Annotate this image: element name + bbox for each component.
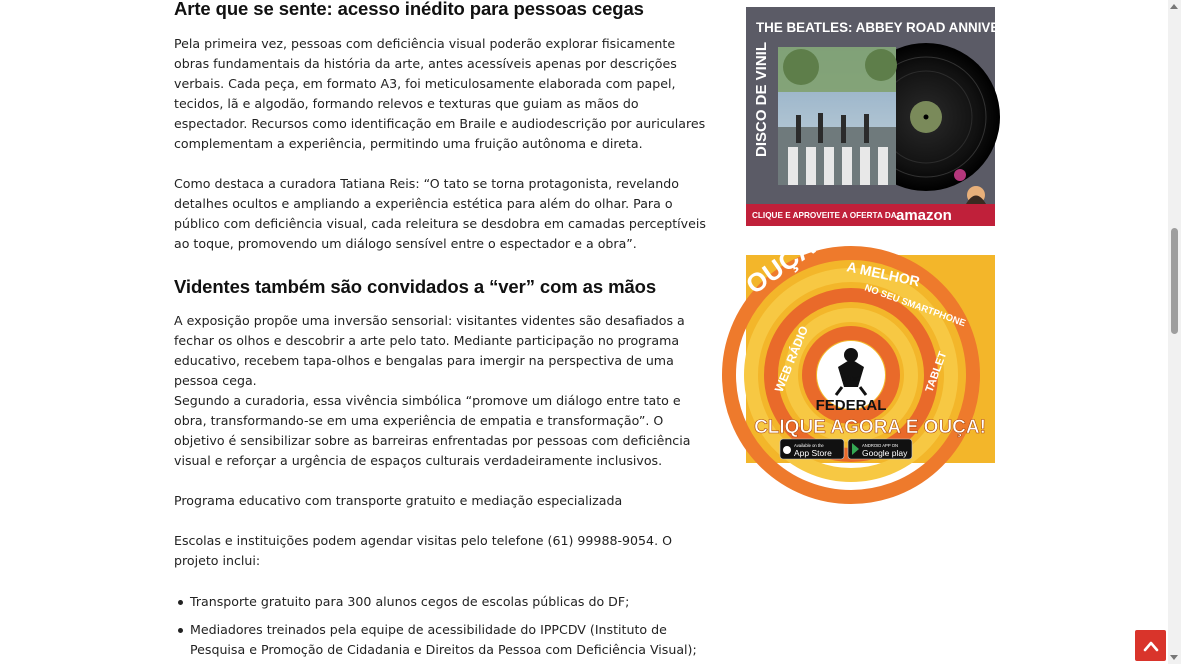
- paragraph: Escolas e instituições podem agendar visitas pelo telefone (61) 99988-9054. O projeto inclui:: [174, 533, 672, 568]
- google-play-label: Google play: [862, 448, 908, 458]
- ad-title: THE BEATLES: ABBEY ROAD ANNIVERSARY: [756, 20, 1046, 35]
- ad-headline-2: A MELHOR: [845, 258, 922, 290]
- radio-ad-artwork: [740, 231, 995, 463]
- section-heading: Videntes também são convidados a “ver” com as mãos: [174, 276, 657, 297]
- paragraph: Segundo a curadoria, essa vivência simbólica “promove um diálogo entre tato e obra, transformando-se em uma experiência de empatia e transformação”. O objetivo é sensibilizar sobre as barreiras enfrentadas por pessoas com deficiência visual e reforçar a urgência de espaços culturais verdadeiramente inclusivos.: [174, 393, 691, 468]
- bullet-list: [174, 592, 706, 668]
- back-to-top-button[interactable]: [1135, 630, 1166, 661]
- google-play-small: ANDROID APP ON: [862, 443, 898, 448]
- app-store-label: App Store: [794, 448, 832, 458]
- beatles-ad-artwork: [746, 7, 1046, 226]
- station-name: FEDERAL: [815, 397, 887, 414]
- page-scrollbar[interactable]: [1168, 0, 1181, 664]
- paragraph: Como destaca a curadora Tatiana Reis: “O tato se torna protagonista, revelando detalhes ocultos e ampliando a experiência estética para além do olhar. Para o público com deficiência visual, cada releitura se desdobra em camadas perceptíveis ao toque, promovendo um diálogo sensível entre o espectador e a obra”.: [174, 176, 706, 251]
- ad-left-text: WEB RÁDIO: [771, 323, 812, 395]
- beatles-vinyl-ad[interactable]: [746, 7, 1046, 226]
- scrollbar-thumb[interactable]: [1171, 228, 1178, 334]
- station-small-label: RÁDIO: [841, 377, 861, 383]
- bullet-icon: [178, 600, 183, 605]
- bullet-icon: [178, 628, 183, 633]
- ad-right-text: TABLET: [923, 349, 950, 395]
- app-store-small: Available on the: [794, 443, 824, 448]
- ad-arc-text: NO SEU SMARTPHONE: [862, 282, 967, 330]
- list-item: Transporte gratuito para 300 alunos cegos de escolas públicas do DF;: [174, 592, 706, 612]
- ad-headline: OUÇA: [740, 231, 821, 300]
- list-item: Mediadores treinados pela equipe de acessibilidade do IPPCDV (Instituto de Pesquisa e Promoção de Cidadania e Direitos da Pessoa com Deficiência Visual);: [174, 620, 706, 660]
- amazon-logo: amazon: [896, 207, 952, 224]
- scroll-up-arrow-icon[interactable]: [1170, 4, 1178, 9]
- apple-icon: [783, 446, 791, 454]
- paragraph: A exposição propõe uma inversão sensorial: visitantes videntes são desafiados a fechar os olhos e descobrir a arte pelo tato. Mediante participação no programa educativo, recebem tapa-olhos e bengalas para imergir na perspectiva de uma pessoa cega.: [174, 313, 685, 388]
- scroll-down-arrow-icon[interactable]: [1170, 655, 1178, 660]
- ad-cta: CLIQUE E APROVEITE A OFERTA DA: [752, 211, 897, 220]
- chevron-up-icon: [1143, 640, 1159, 652]
- paragraph: Programa educativo com transporte gratuito e mediação especializada: [174, 493, 623, 508]
- side-label: DISCO DE VINIL: [753, 41, 770, 157]
- ad-cta: CLIQUE AGORA E OUÇA!: [754, 417, 986, 438]
- radio-federal-ad[interactable]: [740, 231, 995, 463]
- paragraph: Pela primeira vez, pessoas com deficiência visual poderão explorar fisicamente obras fundamentais da história da arte, antes acessíveis apenas por descrições verbais. Cada peça, em formato A3, foi meticulosamente elaborada com papel, tecidos, lã e algodão, formando relevos e texturas que guiam as mãos do espectador. Recursos como identificação em Braile e audiodescrição por auriculares complementam a experiência, permitindo uma fruição autônoma e direta.: [174, 36, 706, 151]
- section-heading: Arte que se sente: acesso inédito para pessoas cegas: [174, 0, 644, 19]
